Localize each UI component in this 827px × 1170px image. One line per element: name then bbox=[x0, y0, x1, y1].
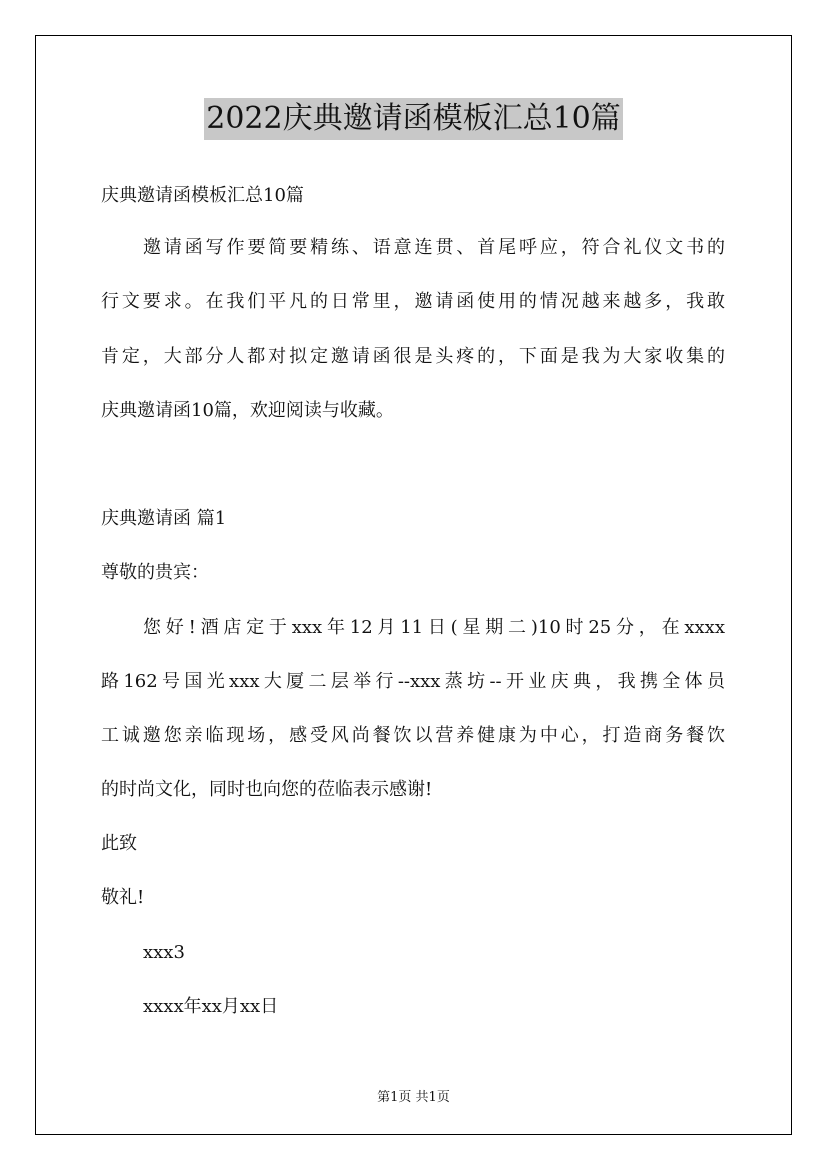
intro-line-2: 行文要求。在我们平凡的日常里，邀请函使用的情况越来越多，我敢 bbox=[101, 291, 725, 312]
body-line-2: 路162号国光xxx大厦二层举行--xxx蒸坊--开业庆典，我携全体员 bbox=[101, 671, 725, 692]
signature-date: xxxx年xx月xx日 bbox=[143, 996, 279, 1017]
signature: xxx3 bbox=[143, 942, 185, 963]
section-heading: 庆典邀请函 篇1 bbox=[101, 508, 227, 529]
document-subtitle: 庆典邀请函模板汇总10篇 bbox=[101, 185, 304, 206]
intro-line-3: 肯定，大部分人都对拟定邀请函很是头疼的，下面是我为大家收集的 bbox=[101, 346, 725, 367]
intro-line-4: 庆典邀请函10篇，欢迎阅读与收藏。 bbox=[101, 400, 394, 421]
closing-line-2: 敬礼! bbox=[101, 887, 145, 908]
document-title bbox=[0, 98, 827, 140]
body-line-1: 您好!酒店定于xxx年12月11日(星期二)10时25分，在xxxx bbox=[143, 617, 725, 638]
closing-line-1: 此致 bbox=[101, 833, 137, 854]
body-line-4: 的时尚文化，同时也向您的莅临表示感谢! bbox=[101, 779, 433, 800]
page-footer: 第1页 共1页 bbox=[377, 1090, 450, 1105]
document-title-text: 2022庆典邀请函模板汇总10篇 bbox=[204, 98, 623, 140]
intro-line-1: 邀请函写作要简要精练、语意连贯、首尾呼应，符合礼仪文书的 bbox=[143, 237, 725, 258]
body-line-3: 工诚邀您亲临现场，感受风尚餐饮以营养健康为中心，打造商务餐饮 bbox=[101, 725, 725, 746]
salutation: 尊敬的贵宾： bbox=[101, 562, 209, 583]
